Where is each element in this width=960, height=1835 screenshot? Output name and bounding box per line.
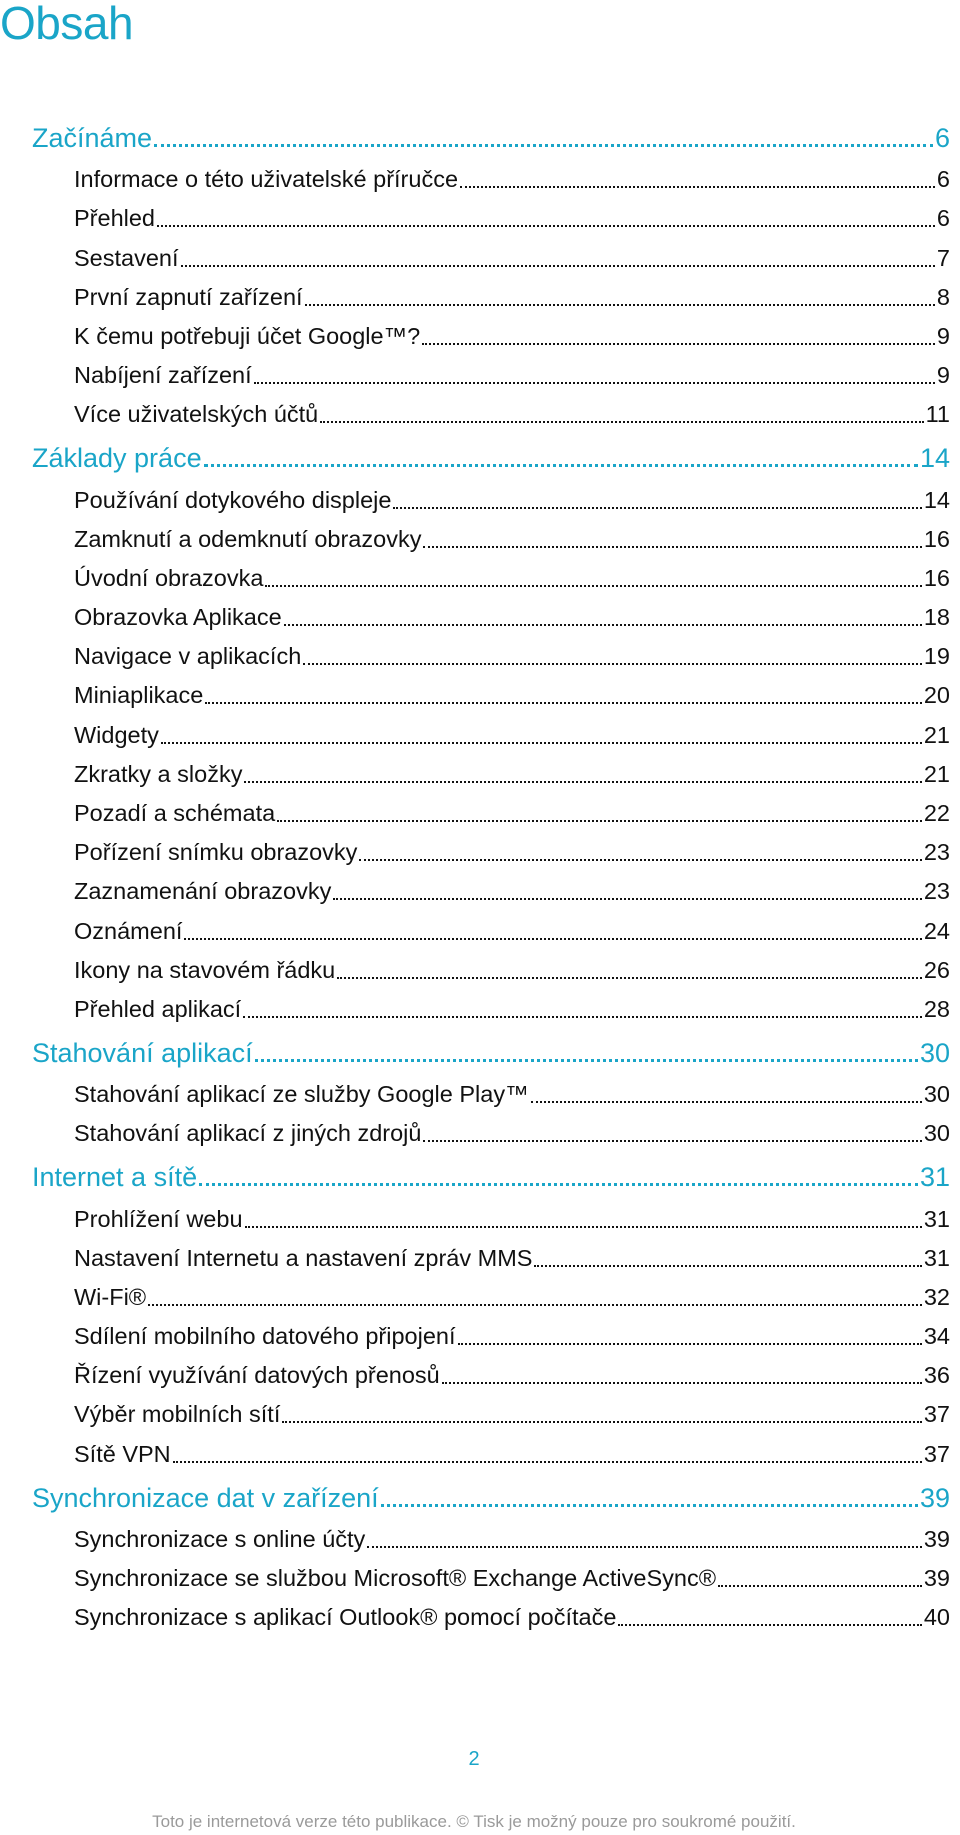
leader-dots <box>337 977 922 979</box>
leader-dots <box>265 585 921 587</box>
toc-entry-page: 24 <box>923 917 950 944</box>
toc-entry-page: 7 <box>936 244 950 271</box>
leader-dots <box>618 1624 921 1626</box>
toc-entry[interactable] <box>32 749 950 788</box>
toc-entry-page: 39 <box>923 1525 950 1552</box>
toc-entry-title: Pozadí a schémata <box>74 800 276 826</box>
toc-section-page: 31 <box>919 1162 950 1193</box>
toc-entry-title: Widgety <box>74 721 159 748</box>
toc-entry-title: Synchronizace se službou Microsoft® Exchange ActiveSync® <box>74 1565 717 1591</box>
toc-section-page: 30 <box>919 1037 950 1068</box>
leader-dots <box>305 304 935 306</box>
toc-entry[interactable] <box>32 945 950 984</box>
toc-entry[interactable] <box>32 631 950 670</box>
leader-dots <box>245 1226 922 1228</box>
toc-entry-title: Řízení využívání datových přenosů <box>74 1362 440 1389</box>
leader-dots <box>460 186 935 188</box>
toc-entry-page: 22 <box>923 800 950 826</box>
toc-entry-title: Synchronizace s aplikací Outlook® pomocí počítače <box>74 1604 617 1631</box>
leader-dots <box>199 1183 918 1186</box>
toc-entry[interactable] <box>32 1592 950 1631</box>
toc-entry[interactable] <box>32 1553 950 1592</box>
toc-entry-page: 31 <box>923 1205 950 1232</box>
toc-entry-title: Informace o této uživatelské příručce <box>74 166 459 193</box>
toc-entry-title: Miniaplikace <box>74 682 204 709</box>
leader-dots <box>718 1585 922 1587</box>
leader-dots <box>243 1016 922 1018</box>
toc-entry-title: K čemu potřebuji účet Google™? <box>74 322 421 349</box>
leader-dots <box>284 624 922 626</box>
leader-dots <box>422 343 935 345</box>
toc-section-title: Základy práce <box>32 443 202 474</box>
toc-entry[interactable] <box>32 1311 950 1350</box>
toc-entry-title: Stahování aplikací ze služby Google Play™ <box>74 1081 529 1108</box>
toc-entry-page: 32 <box>923 1283 950 1310</box>
toc-entry-title: Nabíjení zařízení <box>74 362 252 389</box>
toc-entry-title: Více uživatelských účtů <box>74 401 319 428</box>
leader-dots <box>277 820 922 822</box>
toc-entry-page: 16 <box>923 564 950 591</box>
toc-entry[interactable] <box>32 232 950 271</box>
toc-entry[interactable] <box>32 709 950 748</box>
toc-entry[interactable] <box>32 1233 950 1272</box>
footer-note: Toto je internetová verze této publikace. © Tisk je možný pouze pro soukromé použití. <box>152 1812 796 1831</box>
toc-section-synchronizace-dat[interactable] <box>32 1468 950 1514</box>
toc-entry-page: 23 <box>923 839 950 866</box>
toc-entry-title: Sdílení mobilního datového připojení <box>74 1323 456 1350</box>
table-of-contents <box>32 114 950 1631</box>
toc-entry-page: 28 <box>923 995 950 1022</box>
toc-entry-page: 31 <box>923 1244 950 1271</box>
toc-entry-title: Ikony na stavovém řádku <box>74 956 336 983</box>
toc-entry-title: Nastavení Internetu a nastavení zpráv MMS <box>74 1244 533 1271</box>
toc-entry-page: 6 <box>936 166 950 193</box>
leader-dots <box>381 1504 918 1507</box>
leader-dots <box>154 144 933 147</box>
toc-entry-title: První zapnutí zařízení <box>74 283 303 310</box>
toc-entry-page: 30 <box>923 1120 950 1147</box>
leader-dots <box>184 938 921 940</box>
toc-entry-page: 21 <box>923 721 950 748</box>
toc-entry-title: Sestavení <box>74 244 179 271</box>
toc-entry-page: 9 <box>936 322 950 349</box>
toc-entry-title: Prohlížení webu <box>74 1205 243 1232</box>
toc-entry-title: Obrazovka Aplikace <box>74 604 282 631</box>
toc-entry-title: Oznámení <box>74 917 183 944</box>
toc-entry-page: 20 <box>923 682 950 709</box>
toc-entry[interactable] <box>32 1389 950 1428</box>
leader-dots <box>359 859 921 861</box>
toc-entry-title: Výběr mobilních sítí <box>74 1401 281 1428</box>
toc-entry[interactable] <box>32 788 950 827</box>
leader-dots <box>303 663 922 665</box>
toc-entry-page: 19 <box>923 643 950 670</box>
toc-entry-page: 18 <box>923 604 950 631</box>
toc-entry-page: 39 <box>923 1565 950 1591</box>
toc-entry-page: 6 <box>936 205 950 232</box>
toc-entry-title: Používání dotykového displeje <box>74 486 392 513</box>
toc-entry-page: 11 <box>925 401 950 428</box>
toc-entry-title: Wi-Fi® <box>74 1283 147 1310</box>
toc-entry-title: Zaznamenání obrazovky <box>74 878 332 905</box>
toc-entry[interactable] <box>32 1272 950 1311</box>
toc-entry[interactable] <box>32 1428 950 1467</box>
toc-entry[interactable] <box>32 350 950 389</box>
leader-dots <box>458 1343 922 1345</box>
toc-entry[interactable] <box>32 1108 950 1147</box>
leader-dots <box>320 421 923 423</box>
toc-entry-title: Zamknutí a odemknutí obrazovky <box>74 525 422 552</box>
leader-dots <box>423 1140 921 1142</box>
leader-dots <box>157 225 935 227</box>
toc-entry[interactable] <box>32 474 950 513</box>
leader-dots <box>442 1382 922 1384</box>
toc-entry[interactable] <box>32 1514 950 1553</box>
leader-dots <box>534 1265 921 1267</box>
leader-dots <box>255 1059 918 1062</box>
toc-entry[interactable] <box>32 193 950 232</box>
toc-entry-title: Zkratky a složky <box>74 760 243 787</box>
toc-entry-page: 26 <box>923 956 950 983</box>
toc-entry-page: 37 <box>923 1401 950 1428</box>
toc-entry[interactable] <box>32 670 950 709</box>
toc-entry[interactable] <box>32 154 950 193</box>
toc-section-title: Stahování aplikací <box>32 1037 253 1068</box>
toc-entry-page: 34 <box>923 1323 950 1350</box>
toc-section-page: 39 <box>919 1482 950 1513</box>
toc-entry-page: 37 <box>923 1440 950 1467</box>
toc-entry-title: Přehled aplikací <box>74 995 242 1022</box>
toc-section-page: 6 <box>934 123 950 153</box>
toc-entry[interactable] <box>32 905 950 944</box>
toc-entry-title: Pořízení snímku obrazovky <box>74 839 358 866</box>
toc-entry-title: Úvodní obrazovka <box>74 564 264 591</box>
toc-section-title: Synchronizace dat v zařízení <box>32 1482 379 1513</box>
leader-dots <box>204 464 918 467</box>
toc-entry-page: 30 <box>923 1081 950 1108</box>
leader-dots <box>423 546 921 548</box>
page-number: 2 <box>468 1748 480 1770</box>
leader-dots <box>367 1546 922 1548</box>
leader-dots <box>244 781 921 783</box>
leader-dots <box>393 507 921 509</box>
toc-entry[interactable] <box>32 866 950 905</box>
toc-entry-page: 16 <box>923 525 950 552</box>
toc-entry-title: Sítě VPN <box>74 1440 171 1467</box>
toc-entry[interactable] <box>32 1350 950 1389</box>
toc-entry-page: 36 <box>923 1362 950 1389</box>
toc-section-stahovani-aplikaci[interactable] <box>32 1023 950 1069</box>
toc-entry[interactable] <box>32 389 950 428</box>
leader-dots <box>161 742 922 744</box>
toc-entry-title: Navigace v aplikacích <box>74 643 302 670</box>
toc-entry[interactable] <box>32 1069 950 1108</box>
page-title: Obsah <box>0 0 134 49</box>
leader-dots <box>531 1101 922 1103</box>
leader-dots <box>254 382 935 384</box>
toc-entry[interactable] <box>32 984 950 1023</box>
leader-dots <box>333 898 922 900</box>
toc-entry-page: 9 <box>936 362 950 389</box>
toc-entry-page: 40 <box>923 1604 950 1631</box>
leader-dots <box>181 265 935 267</box>
toc-entry-page: 8 <box>936 283 950 310</box>
leader-dots <box>148 1304 922 1306</box>
toc-section-title: Začínáme <box>32 123 153 153</box>
leader-dots <box>205 702 922 704</box>
toc-entry[interactable] <box>32 553 950 592</box>
toc-section-zaciname[interactable] <box>32 114 950 154</box>
toc-entry-page: 21 <box>923 760 950 787</box>
toc-section-internet-a-site[interactable] <box>32 1147 950 1193</box>
toc-entry[interactable] <box>32 592 950 631</box>
toc-entry-title: Přehled <box>74 205 155 232</box>
toc-section-zaklady-prace[interactable] <box>32 428 950 474</box>
toc-entry[interactable] <box>32 514 950 553</box>
leader-dots <box>282 1421 922 1423</box>
toc-section-title: Internet a sítě <box>32 1162 198 1193</box>
toc-entry-title: Synchronizace s online účty <box>74 1525 366 1552</box>
toc-entry-page: 23 <box>923 878 950 905</box>
leader-dots <box>173 1461 922 1463</box>
toc-entry-title: Stahování aplikací z jiných zdrojů <box>74 1120 422 1147</box>
toc-entry[interactable] <box>32 272 950 311</box>
toc-entry[interactable] <box>32 827 950 866</box>
toc-entry[interactable] <box>32 311 950 350</box>
toc-section-page: 14 <box>919 443 950 474</box>
toc-entry[interactable] <box>32 1193 950 1232</box>
toc-entry-page: 14 <box>923 486 950 513</box>
